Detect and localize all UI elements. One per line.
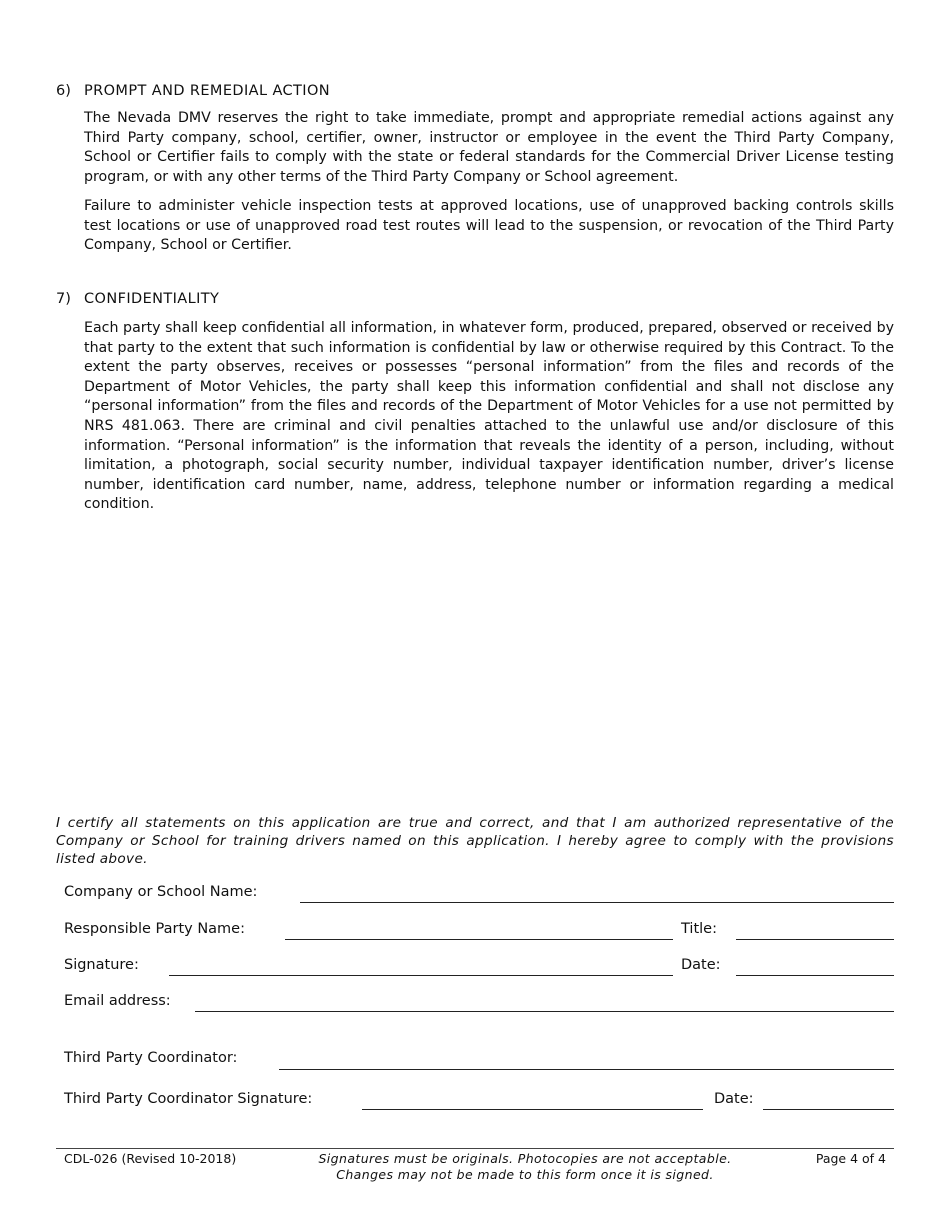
section-paragraph: Failure to administer vehicle inspection tests at approved locations, use of unapproved backing controls skills test locations or use of unapproved road test routes will lead to the suspension, or revocation of the Third Party Company, School or Certifier. [84,198,894,254]
date-label: Date: [681,957,721,973]
footer-note-line: Changes may not be made to this form once it is signed. [336,1167,714,1182]
company-name-label: Company or School Name: [64,884,258,900]
email-label: Email address: [64,993,171,1009]
coordinator-date-field[interactable] [763,1109,894,1110]
form-id: CDL-026 (Revised 10-2018) [64,1151,237,1166]
responsible-party-field[interactable] [285,939,673,940]
section-title: PROMPT AND REMEDIAL ACTION [84,83,331,99]
page-number: Page 4 of 4 [815,1151,886,1166]
section-number: 6) [56,83,71,99]
footer-note [260,1151,790,1183]
footer-note-line: Signatures must be originals. Photocopies are not acceptable. [318,1151,732,1166]
title-label: Title: [681,921,717,937]
title-field[interactable] [736,939,894,940]
coordinator-field[interactable] [279,1069,894,1070]
coordinator-date-label: Date: [714,1091,754,1107]
coordinator-signature-field[interactable] [362,1109,703,1110]
signature-field[interactable] [169,975,673,976]
section-title: CONFIDENTIALITY [84,291,220,307]
section-paragraph: The Nevada DMV reserves the right to take immediate, prompt and appropriate remedial actions against any Third Party company, school, certifier, owner, instructor or employee in the event the Third Party Company, School or Certifier fails to comply with the state or federal standards for the Commercial Driver License testing program, or with any other terms of the Third Party Company or School agreement. [84,110,894,185]
responsible-party-label: Responsible Party Name: [64,921,245,937]
section-number: 7) [56,291,71,307]
coordinator-label: Third Party Coordinator: [64,1050,238,1066]
email-field[interactable] [195,1011,894,1012]
date-field[interactable] [736,975,894,976]
certification-statement: I certify all statements on this application are true and correct, and that I am authorized representative of the Company or School for training drivers named on this application. I hereby agree to comply with the provisions listed above. [56,815,894,867]
coordinator-signature-label: Third Party Coordinator Signature: [64,1091,313,1107]
footer-divider [56,1148,894,1149]
company-name-field[interactable] [300,902,894,903]
signature-label: Signature: [64,957,139,973]
section-paragraph: Each party shall keep confidential all information, in whatever form, produced, prepared, observed or received by that party to the extent that such information is confidential by law or otherwise required by this Contract. To the extent the party observes, receives or possesses “personal information” from the files and records of the Department of Motor Vehicles, the party shall keep this information confidential and shall not disclose any “personal information” from the files and records of the Department of Motor Vehicles for a use not permitted by NRS 481.063. There are criminal and civil penalties attached to the unlawful use and/or disclosure of this information. “Personal information” is the information that reveals the identity of a person, including, without limitation, a photograph, social security number, individual taxpayer identification number, driver’s license number, identification card number, name, address, telephone number or information regarding a medical condition. [84,320,894,513]
